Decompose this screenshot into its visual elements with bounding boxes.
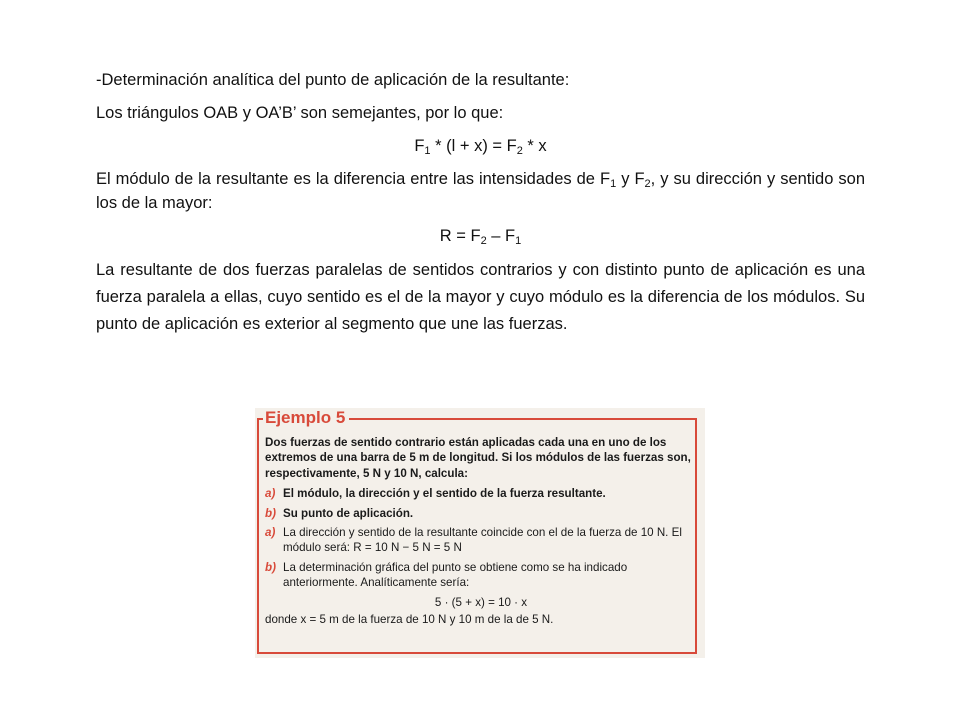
answer-a-text: La dirección y sentido de la resultante coincide con el de la fuerza de 10 N. El módulo será: R = 10 N − 5 N = 5 N <box>283 526 682 555</box>
example-image <box>255 408 705 658</box>
question-a <box>265 486 697 501</box>
equation-resultant: $R = F_2 - F_1$ <box>439 227 522 247</box>
answer-b <box>265 560 697 591</box>
conclusion-paragraph: La resultante de dos fuerzas paralelas de sentidos contrarios y con distinto punto de aplicación es una fuerza paralela a ellas, cuyo sentido es el de la mayor y cuyo módulo es la diferencia de los módulos. Su punto de aplicación es exterior al segmento que une las fuerzas. <box>96 261 865 333</box>
answer-a <box>265 525 697 556</box>
example-title: Ejemplo 5 <box>263 408 349 428</box>
answer-a-label: a) <box>265 526 276 540</box>
answer-b-formula: 5 · (5 + x) = 10 · x <box>434 595 528 609</box>
explanation-text <box>96 68 865 347</box>
example-statement: Dos fuerzas de sentido contrario están aplicadas cada una en uno de los extremos de una barra de 5 m de longitud. Si los módulos de las fuerzas son, respectivamente, 5 N y 10 N, calcula: <box>265 436 691 480</box>
question-a-text: El módulo, la dirección y el sentido de la fuerza resultante. <box>283 487 606 501</box>
answer-b-text: La determinación gráfica del punto se obtiene como se ha indicado anteriormente. Analíticamente sería: <box>283 560 628 590</box>
equation-moments: $F_1 * (l + x) = F_2 * x$ <box>414 137 547 157</box>
answer-b-label: b) <box>265 560 276 574</box>
section-heading: -Determinación analítica del punto de aplicación de la resultante: <box>96 71 570 89</box>
question-b-text: Su punto de aplicación. <box>283 506 414 520</box>
question-a-label: a) <box>265 487 276 501</box>
modulus-paragraph: El módulo de la resultante es la diferencia entre las intensidades de $F_1$ y $F_2$, y su dirección y sentido son los de la mayor: <box>96 170 866 212</box>
question-b <box>265 506 697 521</box>
example-footer: donde x = 5 m de la fuerza de 10 N y 10 m de la de 5 N. <box>265 613 554 627</box>
example-content <box>265 435 697 627</box>
question-b-label: b) <box>265 506 276 520</box>
triangles-statement: Los triángulos OAB y OA’B’ son semejantes, por lo que: <box>96 104 504 122</box>
